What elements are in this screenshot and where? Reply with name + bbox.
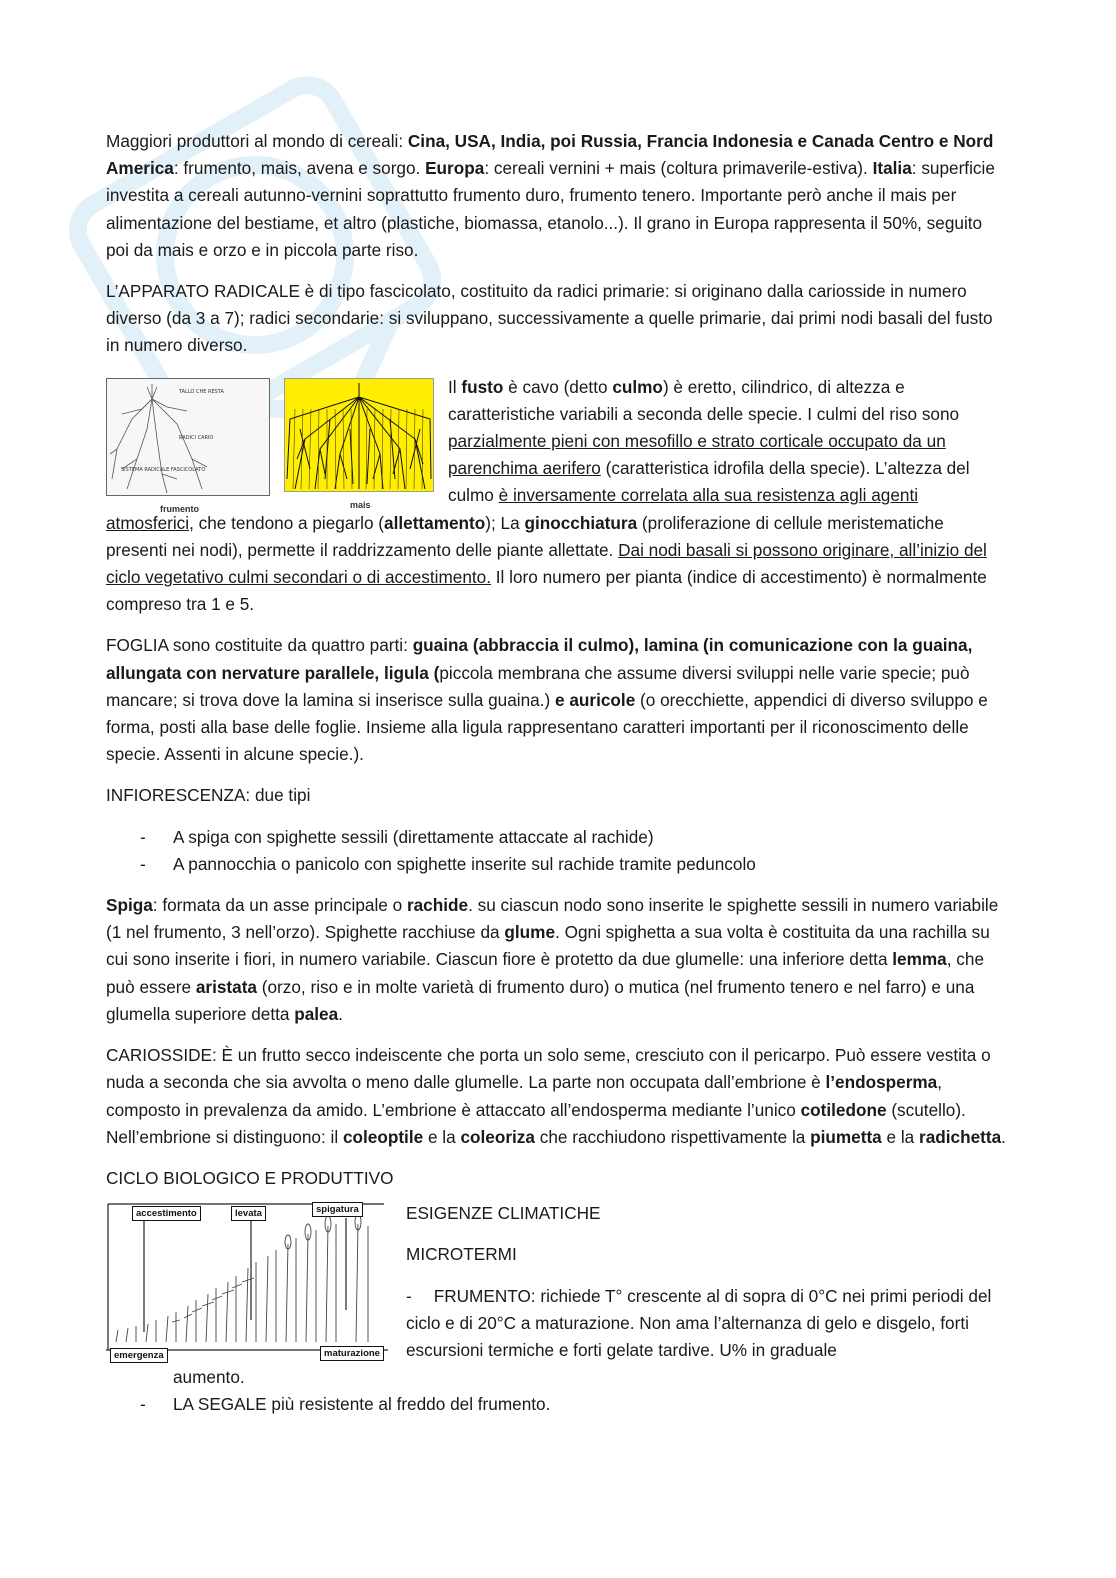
fusto-section: [106, 374, 1006, 633]
segale-item: - LA SEGALE più resistente al freddo del frumento.: [106, 1391, 1006, 1418]
label-levata: levata: [231, 1206, 266, 1221]
label-maturazione: maturazione: [320, 1346, 384, 1361]
cariosside-paragraph: CARIOSSIDE: È un frutto secco indeiscente che porta un solo seme, cresciuto con il pericarpo. Può essere vestita o nuda a seconda che sia avvolta o meno dalle glumelle. La parte non occupata dall’embrione è l’endosperma, composto in prevalenza da amido. L’embrione è attaccato all’endosperma mediante l’unico cotiledone (scutello). Nell’embrione si distinguono: il coleoptile e la coleoriza che racchiudono rispettivamente la piumetta e la radichetta.: [106, 1045, 1006, 1147]
esigenze-section: [106, 1200, 1006, 1364]
list-item: - A pannocchia o panicolo con spighette inserite sul rachide tramite peduncolo: [106, 851, 1006, 878]
fig-label-tallo: TALLO CHE RESTA: [179, 388, 224, 395]
frumento-roots-drawing: [107, 379, 269, 495]
label-spigatura: spigatura: [312, 1202, 363, 1217]
frumento-caption: frumento: [160, 503, 199, 514]
mais-caption: mais: [350, 499, 371, 510]
frumento-roots-image: [106, 378, 270, 496]
microtermi-title: MICROTERMI: [406, 1244, 517, 1265]
esigenze-title: ESIGENZE CLIMATICHE: [406, 1203, 601, 1224]
spiga-paragraph: Spiga: formata da un asse principale o rachide. su ciascun nodo sono inserite le spighette sessili in numero variabile (1 nel frumento, 3 nell’orzo). Spighette racchiuse da glume. Ogni spighetta a sua volta è costituita da una rachilla su cui sono inserite i fiori, in numero variabile. Ciascun fiore è protetto da due glumelle: una inferiore detta lemma, che può essere aristata (orzo, riso e in molte varietà di frumento duro) o mutica (nel frumento tenero e nel farro) e una glumella superiore detta palea.: [106, 895, 999, 1024]
fusto-paragraph: Il fusto è cavo (detto culmo) è eretto, cilindrico, di altezza e caratteristiche variabili a seconda delle specie. I culmi del riso sono parzialmente pieni con mesofillo e strato corticale occupato da un parenchima aerifero (caratteristica idrofila della specie). L’altezza del culmo è inversamente correlata alla sua resistenza agli agenti atmosferici, che tendono a piegarlo (allettamento); La ginocchiatura (proliferazione di cellule meristematiche presenti nei nodi), permette il raddrizzamento delle piante allettate. Dai nodi basali si possono originare, all’inizio del ciclo vegetativo culmi secondari o di accestimento. Il loro numero per pianta (indice di accestimento) è normalmente compreso tra 1 e 5.: [106, 376, 987, 615]
fig-label-radici: RADICI CARIO: [179, 434, 214, 441]
document-page: [106, 128, 1006, 1419]
label-accestimento: accestimento: [132, 1206, 201, 1221]
frumento-esigenze-cont: aumento.: [173, 1367, 245, 1388]
infiorescenza-list: [106, 824, 1006, 878]
root-figures: [106, 378, 442, 514]
list-item: - A spiga con spighette sessili (direttamente attaccate al rachide): [106, 824, 1006, 851]
foglia-paragraph: FOGLIA sono costituite da quattro parti: guaina (abbraccia il culmo), lamina (in comunicazione con la guaina, allungata con nervature parallele, ligula (piccola membrana che assume diversi sviluppi nelle varie specie; può mancare; si trova dove la lamina si inserisce sulla guaina.) e auricole (o orecchiette, appendici di diverso sviluppo e forma, posti alla base delle foglie. Insieme alla ligula rappresentano caratteri importanti per il riconoscimento delle specie. Assenti in alcune specie.).: [106, 635, 988, 765]
mais-roots-image: [284, 378, 434, 492]
ciclo-title: CICLO BIOLOGICO E PRODUTTIVO: [106, 1167, 394, 1188]
radicale-paragraph: L’APPARATO RADICALE è di tipo fascicolato, costituito da radici primarie: si originano dalla cariosside in numero diverso (da 3 a 7); radici secondarie: si sviluppano, successivamente a quelle primarie, dai primi nodi basali del fusto in numero diverso.: [106, 281, 993, 356]
cycle-drawing: [106, 1202, 388, 1364]
frumento-esigenze: - FRUMENTO: richiede T° crescente al di sopra di 0°C nei primi periodi del ciclo e di 20°C a maturazione. Non ama l’alternanza di gelo e disgelo, forti escursioni termiche e forti gelate tardive. U% in graduale: [406, 1285, 992, 1360]
infiorescenza-title: INFIORESCENZA: due tipi: [106, 785, 311, 806]
cycle-diagram: [106, 1202, 388, 1364]
intro-paragraph: Maggiori produttori al mondo di cereali: Cina, USA, India, poi Russia, Francia Indonesia e Canada Centro e Nord America: frumento, mais, avena e sorgo. Europa: cereali vernini + mais (coltura primaverile-estiva). Italia: superficie investita a cereali autunno-vernini soprattutto frumento duro, frumento tenero. Importante però anche il mais per alimentazione del bestiame, et altro (plastiche, biomassa, etanolo...). Il grano in Europa rappresenta il 50%, seguito poi da mais e orzo e in piccola parte riso.: [106, 131, 995, 260]
mais-roots-drawing: [285, 379, 433, 491]
label-emergenza: emergenza: [110, 1348, 168, 1363]
fig-label-sistema: SISTEMA RADICALE FASCICOLATO: [121, 466, 206, 473]
